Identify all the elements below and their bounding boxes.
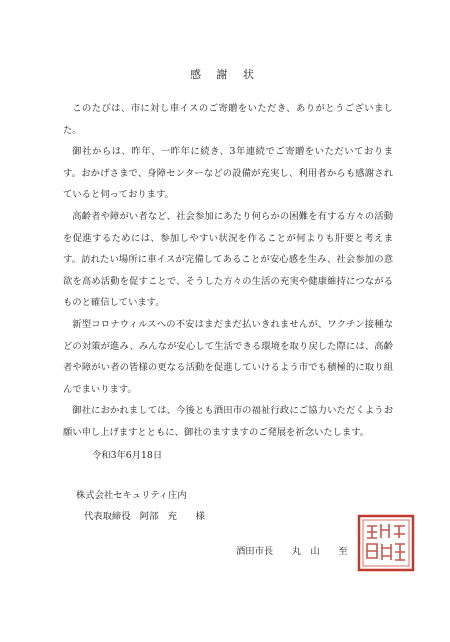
addressee-company: 株式会社セキュリティ庄内 <box>76 490 187 501</box>
document-title: 感 謝 状 <box>190 68 260 81</box>
addressee-block <box>76 485 205 527</box>
paragraph-4: 新型コロナウィルスへの不安はまだまだ払いきれませんが、ワクチン接種などの対策が進み、みんなが安心して生活できる環境を取り戻した際には、高齢者や障がい者の皆様の更なる活動を促進していけるよう市でも積極的に取り組んでまいります。 <box>63 318 393 395</box>
paragraph-5: 御社におかれましては、今後とも酒田市の福祉行政にご協力いただくようお願い申し上げますとともに、御社のますますのご発展を祈念いたします。 <box>63 405 393 438</box>
seal-inner-border <box>363 520 409 566</box>
official-seal-icon <box>357 514 415 572</box>
paragraph-1: このたびは、市に対し車イスのご寄贈をいただき、ありがとうございました。 <box>63 103 393 136</box>
addressee-representative: 代表取締役 阿部 充 様 <box>84 511 205 522</box>
signer-name: 酒田市長 丸 山 至 <box>236 546 348 557</box>
paragraph-2: 御社からは、昨年、一昨年に続き、3年連続でご寄贈をいただいております。おかげさまで、身障センターなどの設備が充実し、利用者からも感謝されていると伺っております。 <box>63 146 393 201</box>
issue-date: 令和3年6月18日 <box>92 450 163 461</box>
letter-body <box>63 98 393 444</box>
paragraph-3: 高齢者や障がい者など、社会参加にあたり何らかの困難を有する方々の活動を促進するためには、参加しやすい状況を作ることが何よりも肝要と考えます。訪れたい場所に車イスが完備してあることが安心感を生み、社会参加の意欲を高め活動を促すことで、そうした方々の生活の充実や健康維持につながるものと確信しています。 <box>63 210 393 309</box>
seal-outer-border <box>359 516 413 570</box>
seal-glyph-strokes <box>367 524 405 560</box>
